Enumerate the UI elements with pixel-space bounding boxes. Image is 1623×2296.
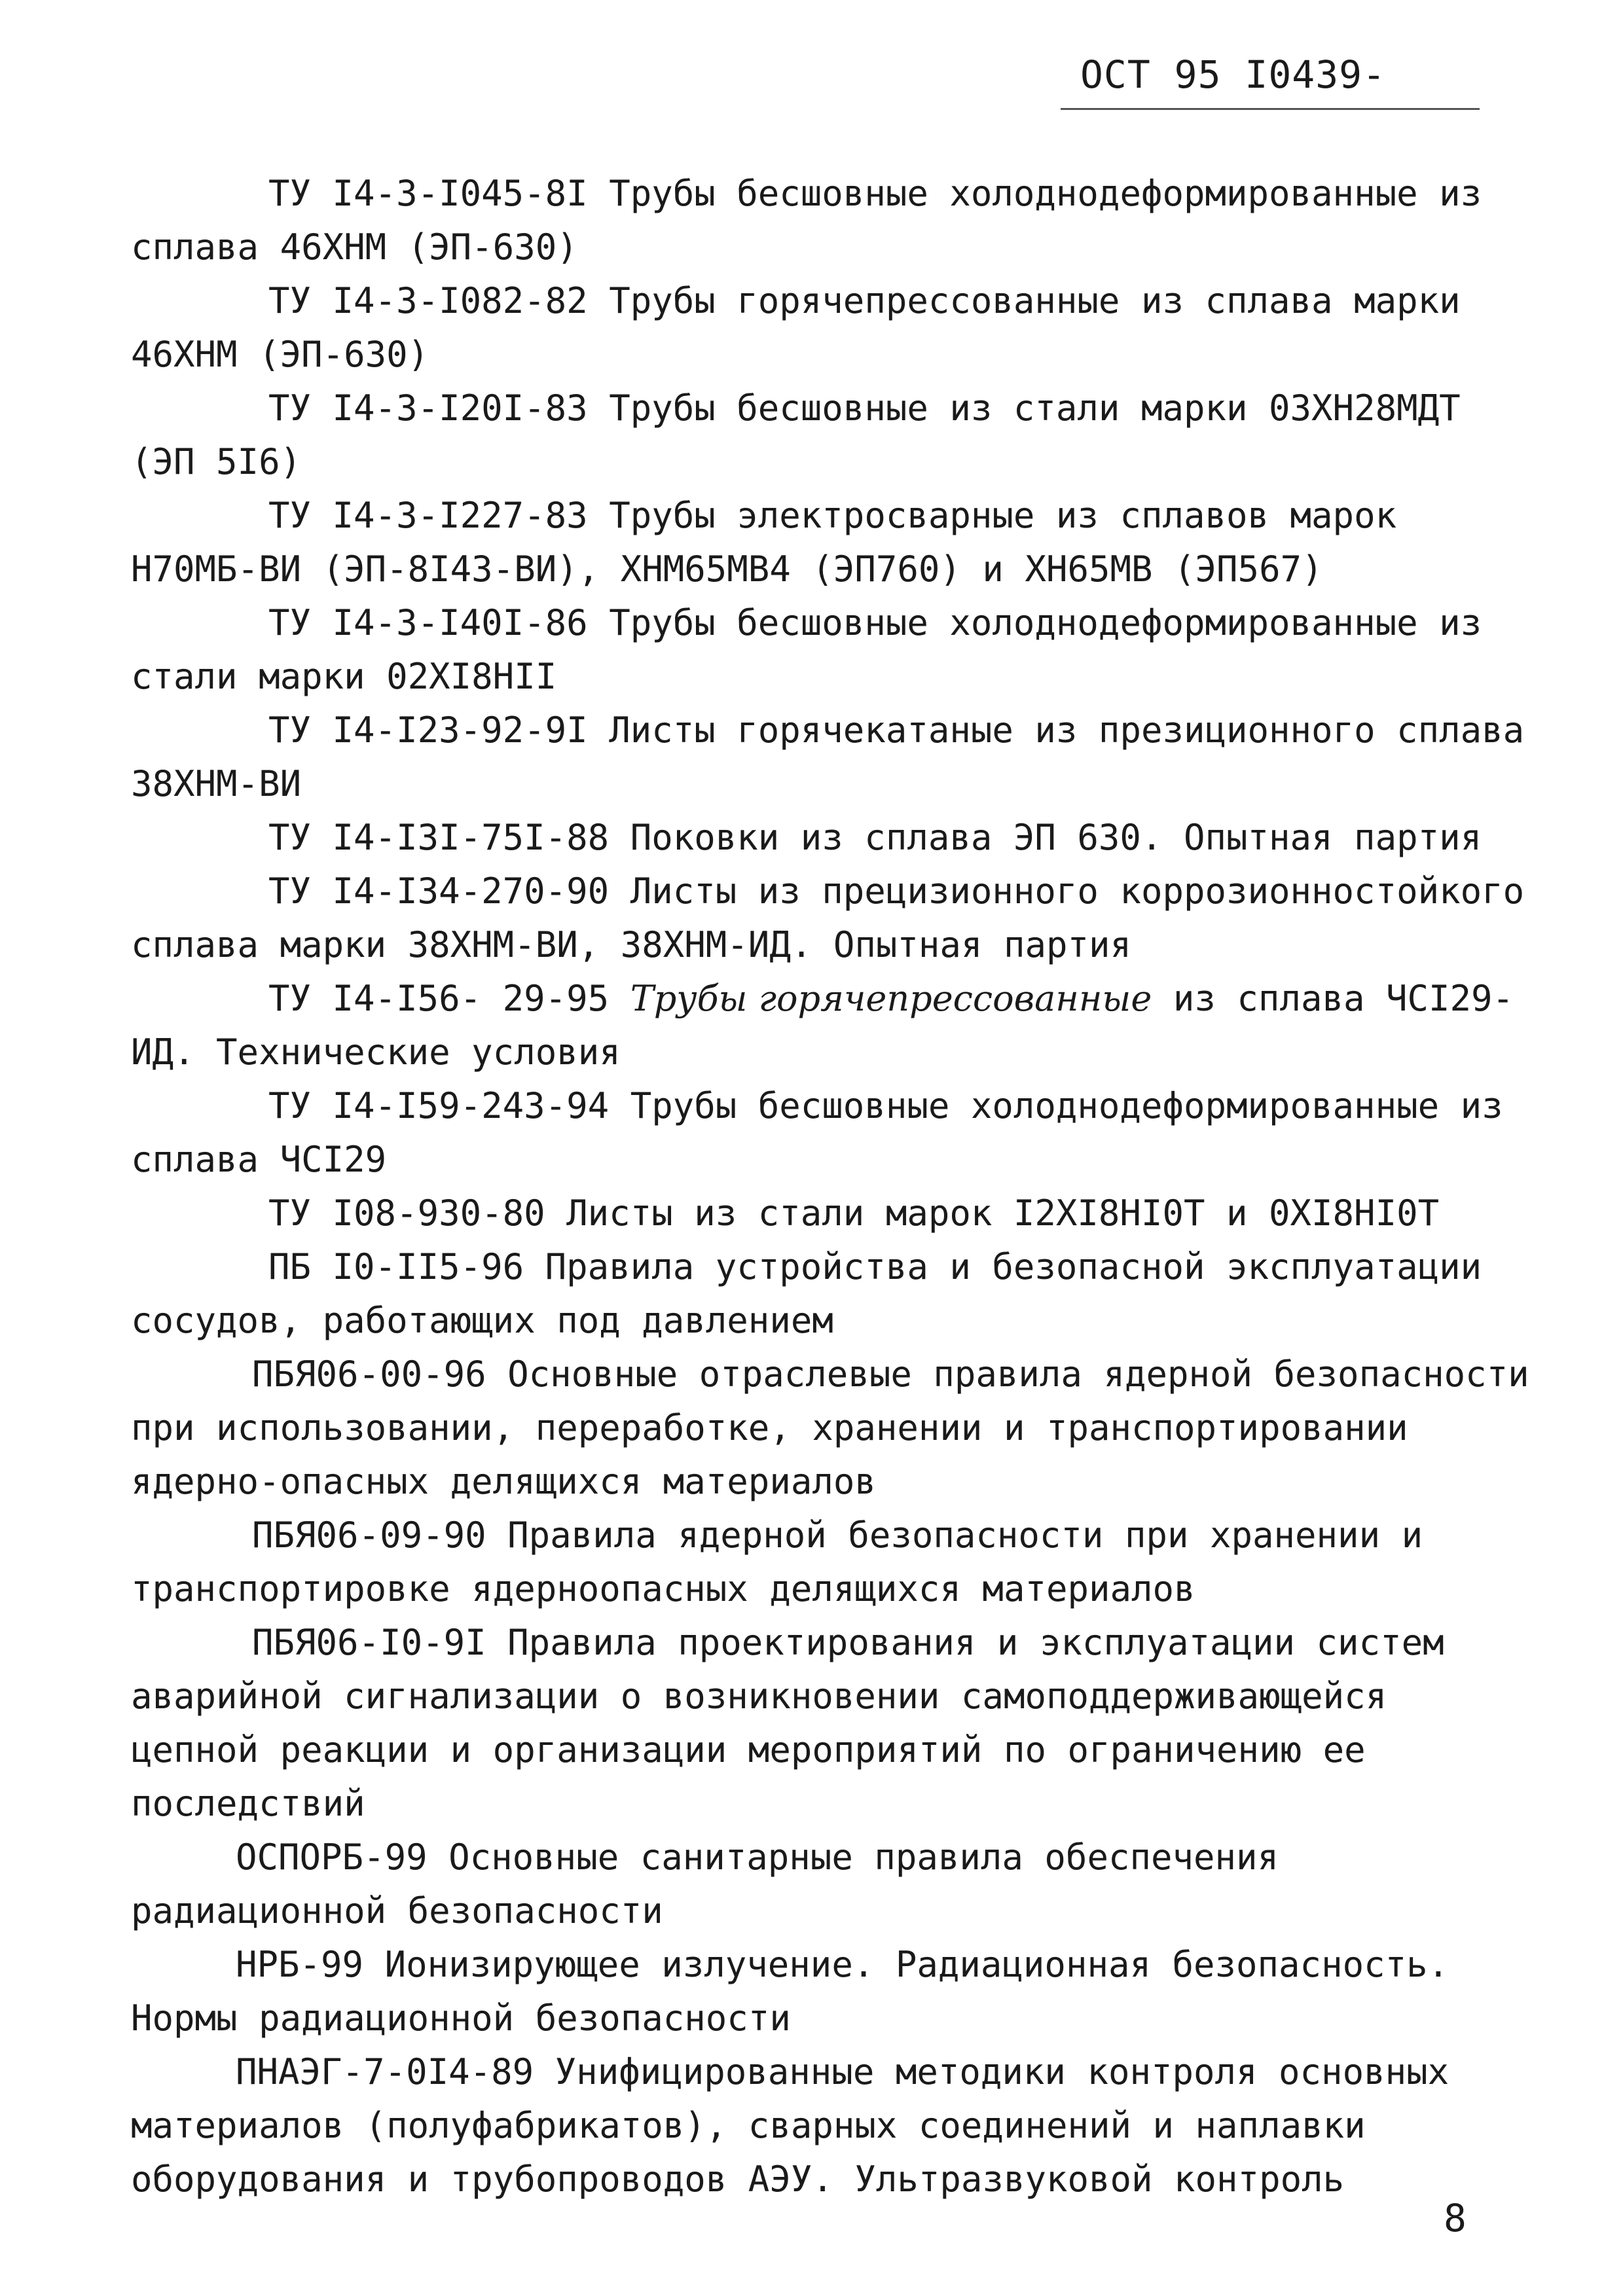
header-underline [1061, 108, 1480, 110]
reference-item [131, 1348, 1532, 1509]
handwritten-title: Трубы горячепрессованные [630, 978, 1152, 1019]
reference-item [131, 865, 1532, 972]
reference-title: Правила ядерной безопасности при хранении и транспортировке ядерноопасных делящихся материалов [131, 1515, 1423, 1609]
reference-code: ПНАЭГ-7-0I4-89 [236, 2051, 534, 2092]
reference-code: НРБ-99 [236, 1944, 364, 1985]
reference-code: ТУ I4-3-I40I-86 [268, 602, 588, 643]
reference-title: Трубы бесшовные холоднодеформированные из сплава 46ХНМ (ЭП-630) [131, 173, 1482, 268]
reference-code: ТУ I4-3-I082-82 [268, 280, 588, 321]
reference-code: ПБ I0-II5-96 [268, 1246, 524, 1287]
reference-item [131, 1938, 1532, 2045]
reference-title: Поковки из сплава ЭП 630. Опытная партия [630, 817, 1482, 858]
reference-code: ТУ I4-I34-270-90 [268, 870, 610, 912]
reference-title: Основные отраслевые правила ядерной безопасности при использовании, переработке, хранении и транспортировании ядерно-опасных делящихся материалов [131, 1354, 1529, 1502]
reference-title: Правила проектирования и эксплуатации систем аварийной сигнализации о возникновении самоподдерживающейся цепной реакции и организации мероприятий по ограничению ее последствий [131, 1622, 1444, 1824]
reference-title: Трубы бесшовные холоднодеформированные из сплава ЧСI29 [131, 1085, 1503, 1180]
reference-code: ТУ I4-I3I-75I-88 [268, 817, 610, 858]
reference-title: Унифицированные методики контроля основных материалов (полуфабрикатов), сварных соединений и наплавки оборудования и трубопроводов АЭУ. Ультразвуковой контроль [131, 2051, 1450, 2200]
reference-item [131, 1831, 1532, 1938]
page-number: 8 [1444, 2196, 1467, 2240]
reference-code: ОСПОРБ-99 [236, 1837, 428, 1878]
reference-code: ТУ I08-930-80 [268, 1193, 545, 1234]
reference-title: Ионизирующее излучение. Радиационная безопасность. Нормы радиационной безопасности [131, 1944, 1450, 2039]
reference-item [131, 274, 1532, 382]
reference-title: Основные санитарные правила обеспечения радиационной безопасности [131, 1837, 1279, 1931]
reference-title: Трубы горячепрессованные из сплава марки 46ХНМ (ЭП-630) [131, 280, 1461, 375]
reference-item [131, 167, 1532, 274]
reference-title: Листы из прецизионного коррозионностойкого сплава марки 38ХНМ-ВИ, 38ХНМ-ИД. Опытная партия [131, 870, 1525, 965]
reference-item [131, 596, 1532, 704]
reference-item [131, 489, 1532, 596]
reference-code: ТУ I4-I23-92-9I [268, 709, 588, 751]
reference-code: ТУ I4-I56- 29-95 [268, 978, 610, 1019]
reference-item [131, 2045, 1532, 2206]
reference-item [131, 811, 1532, 865]
reference-code: ПБЯ06-I0-9I [252, 1622, 486, 1663]
reference-code: ТУ I4-3-I227-83 [268, 495, 588, 536]
reference-code: ПБЯ06-00-96 [252, 1354, 486, 1395]
reference-title: Листы горячекатаные из презиционного сплава 38ХНМ-ВИ [131, 709, 1525, 804]
reference-code: ТУ I4-I59-243-94 [268, 1085, 610, 1126]
reference-title: Листы из стали марок I2ХI8НI0Т и 0ХI8НI0Т [566, 1193, 1440, 1234]
reference-item [131, 1187, 1532, 1240]
reference-title: Правила устройства и безопасной эксплуатации сосудов, работающих под давлением [131, 1246, 1482, 1341]
reference-title: Трубы бесшовные из стали марки 03ХН28МДТ (ЭП 5I6) [131, 387, 1461, 482]
reference-title: из сплава ЧСI29-ИД. Технические условия [131, 978, 1514, 1073]
reference-list [131, 167, 1532, 2206]
reference-item [131, 704, 1532, 811]
reference-item [131, 1616, 1532, 1831]
reference-code: ТУ I4-3-I20I-83 [268, 387, 588, 429]
reference-item [131, 1079, 1532, 1187]
reference-title: Трубы электросварные из сплавов марок Н70МБ-ВИ (ЭП-8I43-ВИ), ХНМ65МВ4 (ЭП760) и ХН65МВ (ЭП567) [131, 495, 1397, 590]
reference-code: ТУ I4-3-I045-8I [268, 173, 588, 214]
standard-number: ОСТ 95 I0439- [1080, 52, 1386, 97]
reference-title: Трубы бесшовные холоднодеформированные из стали марки 02ХI8НII [131, 602, 1482, 697]
reference-item [131, 1240, 1532, 1348]
reference-item [131, 382, 1532, 489]
reference-code: ПБЯ06-09-90 [252, 1515, 486, 1556]
reference-item [131, 1509, 1532, 1616]
reference-item [131, 972, 1532, 1079]
